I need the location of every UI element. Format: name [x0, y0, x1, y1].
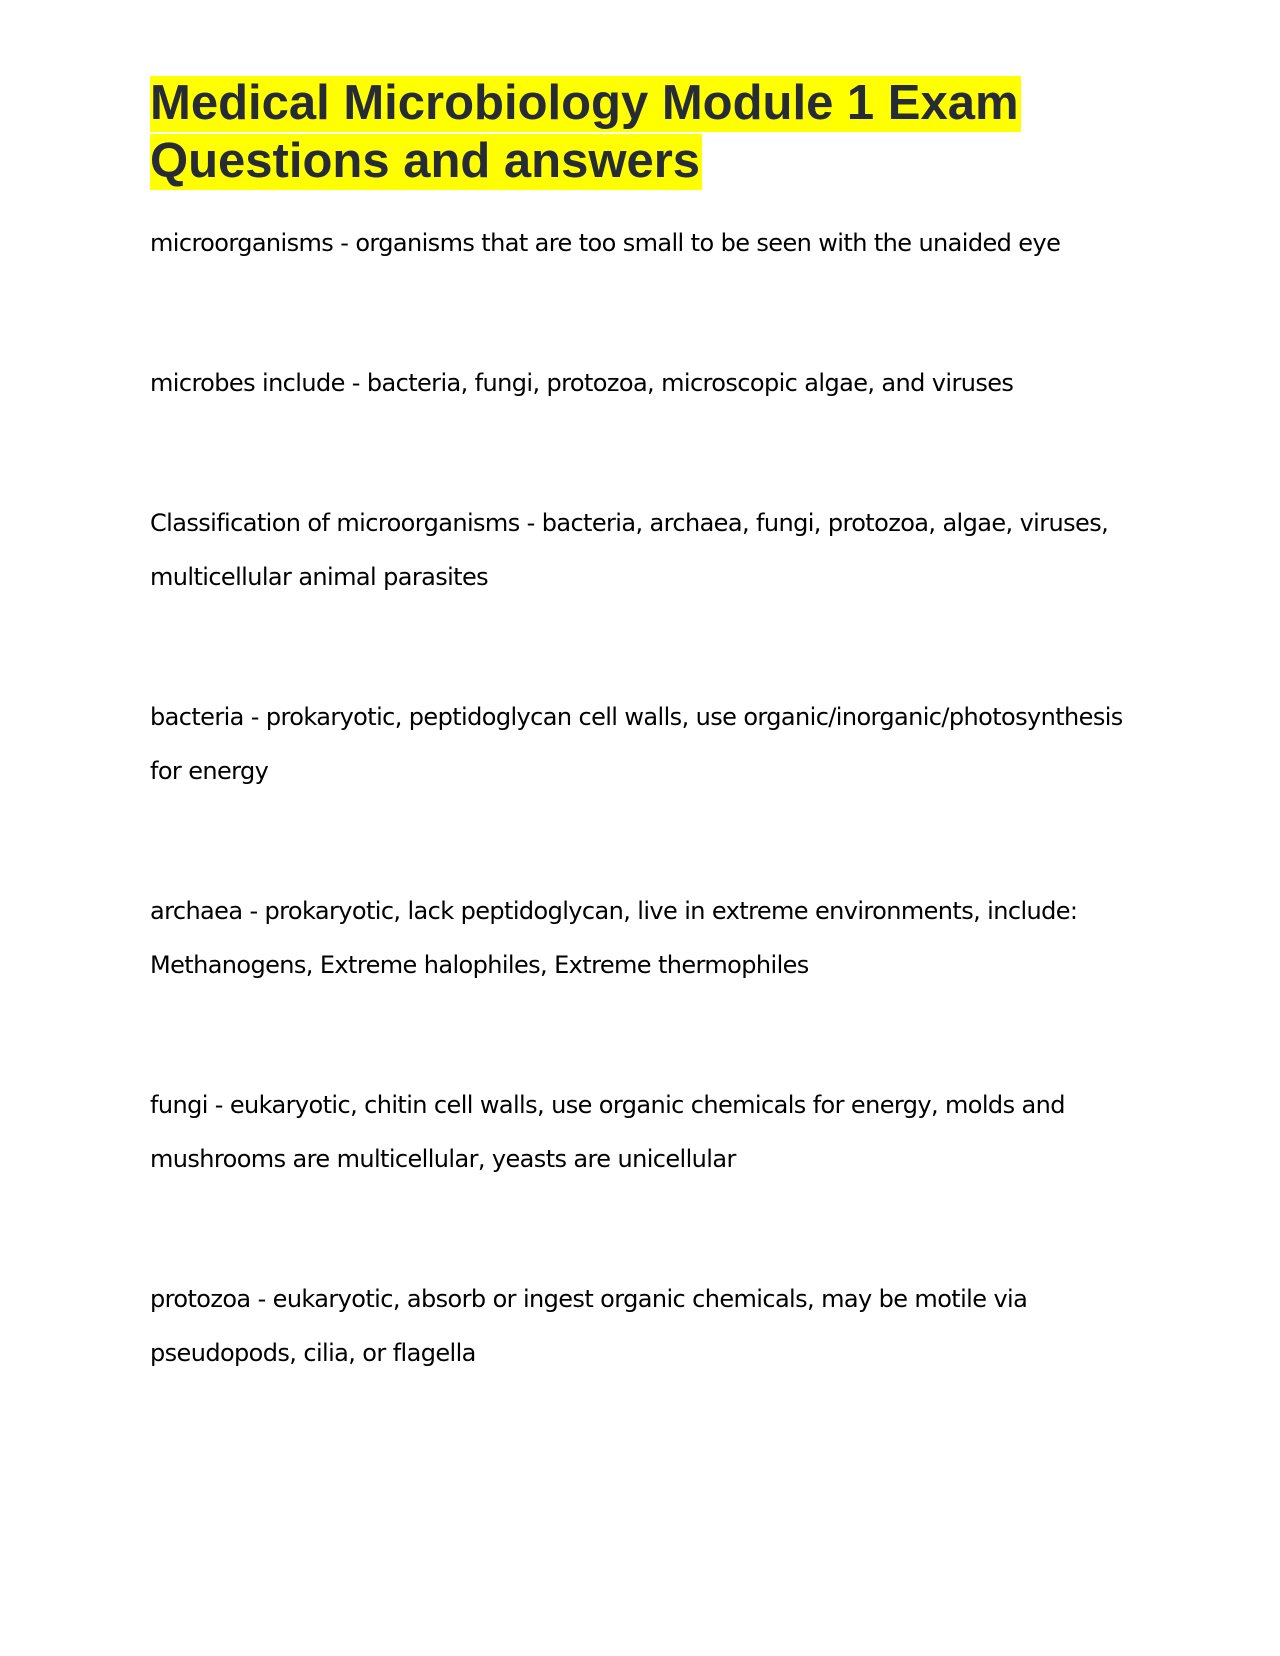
entry-archaea: archaea - prokaryotic, lack peptidoglycan, live in extreme environments, include: Methanogens, Extreme halophiles, Extreme thermophiles: [150, 897, 1078, 979]
entry-microbes-include: microbes include - bacteria, fungi, protozoa, microscopic algae, and viruses: [150, 369, 1014, 397]
entry-list: [150, 216, 1130, 1380]
entry-fungi: fungi - eukaryotic, chitin cell walls, use organic chemicals for energy, molds and mushrooms are multicellular, yeasts are unicellular: [150, 1091, 1065, 1173]
title-highlight: Medical Microbiology Module 1 Exam Questions and answers: [150, 76, 1019, 188]
entry-protozoa: protozoa - eukaryotic, absorb or ingest organic chemicals, may be motile via pseudopods, cilia, or flagella: [150, 1285, 1028, 1367]
entry-classification: Classification of microorganisms - bacteria, archaea, fungi, protozoa, algae, viruses, multicellular animal parasites: [150, 509, 1109, 591]
entry-bacteria: bacteria - prokaryotic, peptidoglycan cell walls, use organic/inorganic/photosynthesis for energy: [150, 703, 1123, 785]
entry-microorganisms: microorganisms - organisms that are too small to be seen with the unaided eye: [150, 229, 1061, 257]
document-title: [150, 74, 1110, 190]
